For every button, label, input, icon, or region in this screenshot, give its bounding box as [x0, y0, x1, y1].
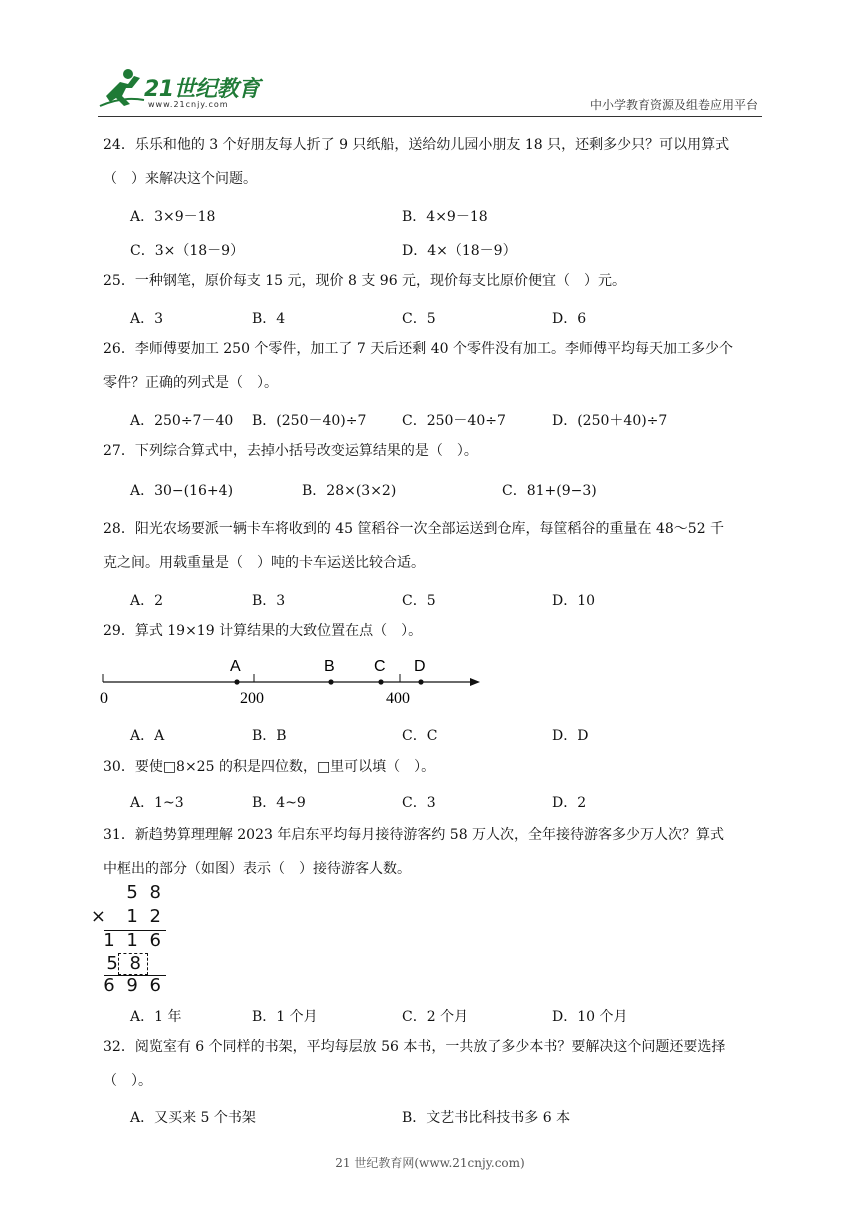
option-c[interactable]: C．250－40÷7	[402, 413, 506, 429]
option-c[interactable]: C．81+(9−3)	[502, 483, 597, 499]
logo-text: 21世纪教育	[144, 77, 260, 102]
option-b[interactable]: B．4×9－18	[402, 209, 488, 225]
question-text-line2: 中框出的部分（如图）表示（ ）接待游客人数。	[103, 861, 411, 877]
question-32	[103, 1030, 763, 1098]
question-text-line2: 零件？正确的列式是（ ）。	[103, 375, 278, 391]
point-label-a: A	[230, 658, 241, 675]
option-b[interactable]: B．B	[252, 728, 287, 744]
question-text: 28．阳光农场要派一辆卡车将收到的 45 筐稻谷一次全部运送到仓库，每筐稻谷的重量在 48～52 千	[103, 521, 725, 537]
point-b	[328, 679, 333, 684]
question-text-line2: （ ）。	[103, 1073, 152, 1089]
header-tagline: 中小学教育资源及组卷应用平台	[589, 98, 758, 112]
runner-logo-icon	[98, 66, 146, 110]
question-text: 32．阅览室有 6 个同样的书架，平均每层放 56 本书，一共放了多少本书？要解决这个问题还要选择	[103, 1039, 726, 1055]
tick-label-200: 200	[240, 690, 264, 704]
option-d[interactable]: D．2	[552, 795, 587, 811]
question-text: 27．下列综合算式中，去掉小括号改变运算结果的是（ ）。	[103, 443, 478, 459]
question-25	[103, 264, 763, 298]
question-text: 24．乐乐和他的 3 个好朋友每人折了 9 只纸船，送给幼儿园小朋友 18 只，还剩多少只？可以用算式	[103, 137, 730, 153]
option-d[interactable]: D．6	[552, 311, 587, 327]
logo	[98, 66, 268, 114]
option-b[interactable]: B．4	[252, 311, 286, 327]
question-27	[103, 434, 763, 468]
option-d[interactable]: D．10 个月	[552, 1009, 628, 1025]
option-b[interactable]: B．1 个月	[252, 1009, 318, 1025]
question-text-line2: 克之间。用载重量是（ ）吨的卡车运送比较合适。	[103, 555, 425, 571]
partial-product-2: 5 8	[106, 953, 144, 974]
option-c[interactable]: C．2 个月	[402, 1009, 469, 1025]
option-d[interactable]: D．10	[552, 593, 596, 609]
question-28	[103, 512, 763, 580]
arrow-right-icon	[470, 678, 480, 686]
multiplier: × 1 2	[90, 906, 164, 927]
option-c[interactable]: C．3	[402, 795, 436, 811]
option-c[interactable]: C．5	[402, 311, 436, 327]
point-label-b: B	[324, 658, 335, 675]
option-a[interactable]: A．1~3	[130, 795, 184, 811]
option-d[interactable]: D．4×（18－9）	[402, 243, 517, 259]
vertical-multiplication	[90, 882, 170, 996]
option-a[interactable]: A．3	[130, 311, 164, 327]
question-29	[103, 614, 763, 648]
option-c[interactable]: C．3×（18－9）	[130, 243, 245, 259]
option-a[interactable]: A．A	[130, 728, 165, 744]
question-31	[103, 818, 763, 886]
page-header	[0, 0, 860, 118]
page-footer: 21 世纪教育网(www.21cnjy.com)	[335, 1156, 525, 1170]
header-divider	[98, 116, 762, 117]
point-c	[378, 679, 383, 684]
option-a[interactable]: A．又买来 5 个书架	[130, 1110, 256, 1126]
point-label-d: D	[414, 658, 426, 675]
multiplicand: 5 8	[126, 882, 164, 903]
partial-product-1: 1 1 6	[103, 930, 164, 951]
option-b[interactable]: B．28×(3×2)	[302, 483, 397, 499]
question-text: 30．要使□8×25 的积是四位数，□里可以填（ ）。	[103, 759, 436, 775]
question-text-line2: （ ）来解决这个问题。	[103, 171, 257, 187]
option-d[interactable]: D．D	[552, 728, 589, 744]
option-a[interactable]: A．250÷7－40	[130, 413, 234, 429]
question-text: 26．李师傅要加工 250 个零件，加工了 7 天后还剩 40 个零件没有加工。李师傅平均每天加工多少个	[103, 341, 733, 357]
option-c[interactable]: C．5	[402, 593, 436, 609]
option-a[interactable]: A．1 年	[130, 1009, 182, 1025]
option-a[interactable]: A．2	[130, 593, 164, 609]
option-b[interactable]: B．(250－40)÷7	[252, 413, 367, 429]
point-label-c: C	[374, 658, 386, 675]
question-26	[103, 332, 763, 400]
logo-subtext: www.21cnjy.com	[148, 100, 229, 109]
option-b[interactable]: B．4~9	[252, 795, 306, 811]
final-product: 6 9 6	[103, 975, 164, 996]
number-line	[98, 654, 488, 704]
option-b[interactable]: B．3	[252, 593, 286, 609]
point-a	[234, 679, 239, 684]
question-text: 31．新趋势算理理解 2023 年启东平均每月接待游客约 58 万人次，全年接待游客多少万人次？算式	[103, 827, 725, 843]
question-24	[103, 128, 763, 196]
point-d	[418, 679, 423, 684]
option-c[interactable]: C．C	[402, 728, 438, 744]
dashed-highlight-box	[118, 953, 148, 975]
question-text: 29．算式 19×19 计算结果的大致位置在点（ ）。	[103, 623, 423, 639]
question-30	[103, 750, 763, 784]
option-d[interactable]: D．(250＋40)÷7	[552, 413, 668, 429]
question-text: 25．一种钢笔，原价每支 15 元，现价 8 支 96 元，现价每支比原价便宜（ ）元。	[103, 273, 627, 289]
option-a[interactable]: A．30−(16+4)	[130, 483, 234, 499]
option-a[interactable]: A．3×9－18	[130, 209, 216, 225]
option-b[interactable]: B．文艺书比科技书多 6 本	[402, 1110, 571, 1126]
tick-label-0: 0	[100, 690, 108, 704]
tick-label-400: 400	[386, 690, 410, 704]
